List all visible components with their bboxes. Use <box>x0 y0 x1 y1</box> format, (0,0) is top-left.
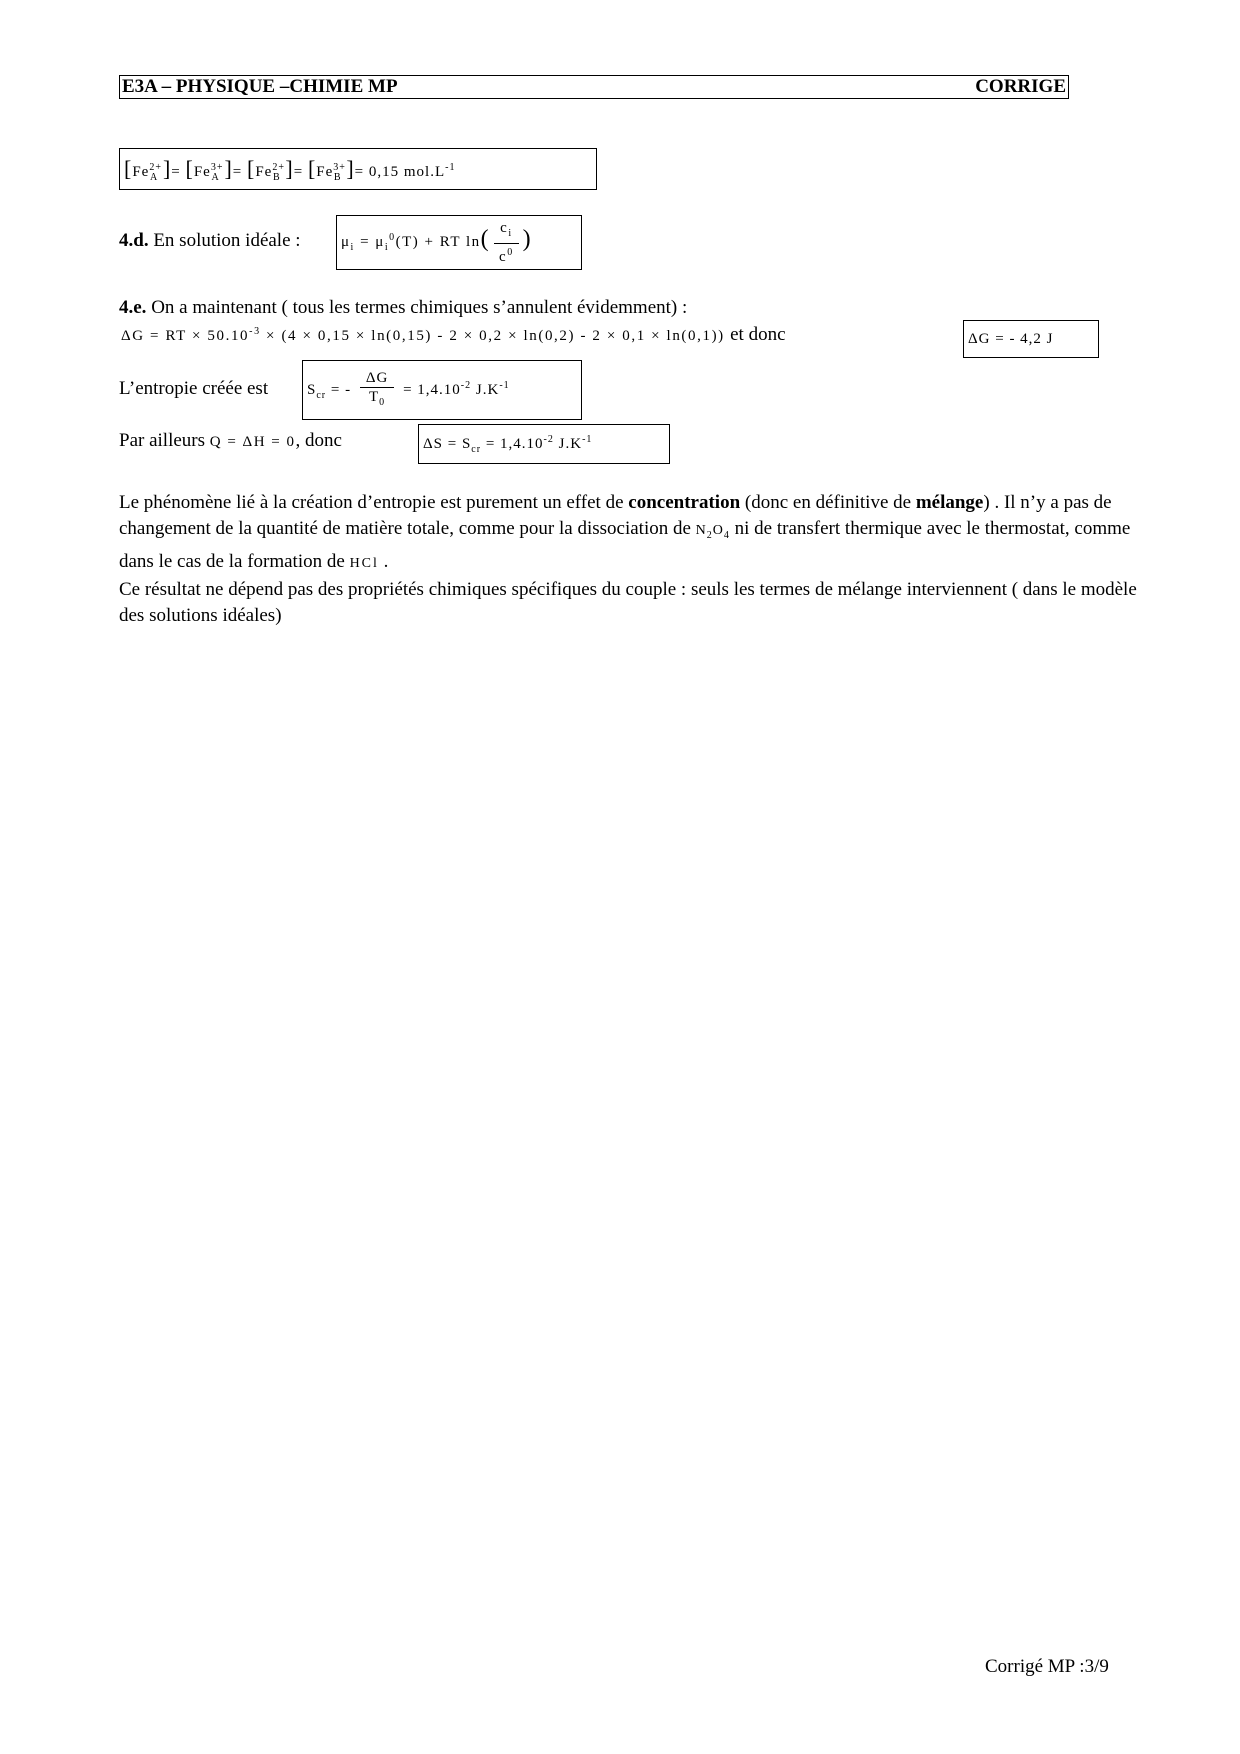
header-corrige: CORRIGE <box>975 76 1066 97</box>
conclusion-p2: Ce résultat ne dépend pas des propriétés chimiques spécifiques du couple : seuls les termes de mélange interviennent ( dans le modèle des solutions idéales) <box>119 578 1137 626</box>
heat-line <box>119 430 342 452</box>
heat-q-eq: Q = ΔH = 0 <box>209 434 296 450</box>
section-4e-text: On a maintenant ( tous les termes chimiques s’annulent évidemment) : <box>151 297 688 318</box>
p1-text-c: ) . Il n’y a pas de changement de la quantité de matière totale, comme pour la dissociation de <box>119 492 1112 539</box>
concentrations-box <box>119 148 597 190</box>
p1-n2o4: $N_2O_4$ <box>695 523 730 541</box>
dg-connector: et donc <box>730 324 786 345</box>
entropy-box <box>302 360 582 420</box>
entropy-variation-box <box>418 424 670 464</box>
section-4d-label: 4.d. <box>119 230 149 251</box>
heat-text-after: , donc <box>295 430 342 451</box>
chemical-potential-formula: $\mu_i = \mu_i^0(T)$ + RT ln( $\frac{c_i}{c^0}$ ) <box>341 220 533 265</box>
entropy-formula: $S_{cr}$ = - $\frac{\Delta G}{T_0}$ = $1,4.10^{-2}$ $J.K^{-1}$ <box>307 369 510 408</box>
heat-text-before: Par ailleurs <box>119 430 206 451</box>
p1-hcl: HCl <box>349 555 379 571</box>
p1-text-d: ni de transfert thermique avec le thermostat, comme dans le cas de la formation de <box>119 518 1131 572</box>
section-4e <box>119 297 687 319</box>
conclusion-p1 <box>119 490 1139 577</box>
p1-text-a: Le phénomène lié à la création d’entropie est purement un effet de <box>119 492 629 513</box>
dg-expression: ΔG = RT × $50.10^{-3} \times (4 \times 0,15 \times \ln(0,15) - 2 \times 0,2 \times \ln(0,2) - 2 \times 0,1 \times \ln(0,1))$ et donc <box>121 324 786 345</box>
section-4d-text: En solution idéale : <box>153 230 301 251</box>
entropy-variation-formula: $\Delta S = S_{cr} = 1,4.10^{-2}$ $J.K^{-1}$ <box>423 433 593 455</box>
header-title: E3A – PHYSIQUE –CHIMIE MP <box>122 76 398 97</box>
p1-text-e: . <box>378 550 389 572</box>
conclusion-paragraph <box>119 490 1139 629</box>
dg-result: ΔG = - 4,2 J <box>968 330 1054 347</box>
dg-result-box <box>963 320 1099 358</box>
p1-bold-melange: mélange <box>915 492 984 513</box>
chemical-potential-box <box>336 215 582 270</box>
page-footer: Corrigé MP :3/9 <box>985 1656 1109 1677</box>
concentrations-formula: [$Fe^{2+}_A$ ]= [$Fe^{3+}_A$ ]= [$Fe^{2+}_B$ ]= [$Fe^{3+}_B$ ]= 0,15 $mol.L^{-1}$ <box>124 155 456 183</box>
section-4d <box>119 230 301 252</box>
entropy-text: L’entropie créée est <box>119 378 269 399</box>
p1-text-b: (donc en définitive de <box>740 492 916 513</box>
section-4e-label: 4.e. <box>119 297 147 318</box>
p1-bold-concentration: concentration <box>628 492 741 513</box>
page-header <box>119 75 1069 99</box>
